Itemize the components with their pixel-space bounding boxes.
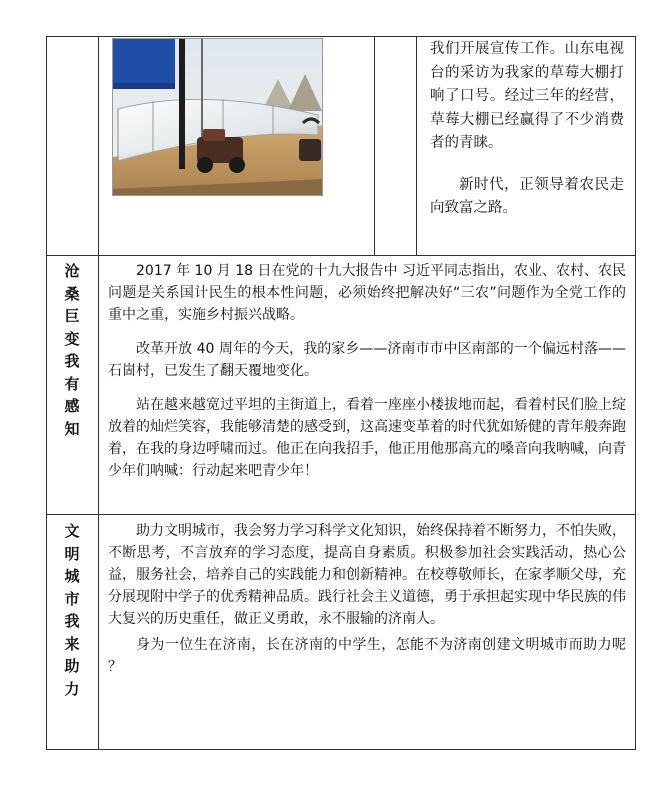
top-row-text — [430, 38, 624, 221]
changes-paragraph-1: 2017 年 10 月 18 日在党的十九大报告中 习近平同志指出，农业、农村、农民问题是关系国计民生的根本性问题，必须始终把解决好“三农”问题作为全党工作的重中之重，实施乡村振兴战略。 — [108, 263, 626, 323]
section-changes-text — [108, 260, 626, 482]
row-divider-2 — [46, 514, 636, 515]
label-char: 知 — [64, 419, 80, 438]
label-char: 变 — [64, 329, 80, 348]
changes-paragraph-2: 改革开放 40 周年的今天，我的家乡——济南市市中区南部的一个偏远村落——石崮村，已发生了翻天覆地变化。 — [108, 341, 626, 379]
strawberry-greenhouse-photo — [112, 38, 323, 196]
essay-table — [46, 36, 636, 750]
table-border-bottom — [46, 749, 636, 750]
label-char: 市 — [64, 589, 80, 608]
top-row-divider-b — [416, 36, 417, 255]
label-char: 我 — [64, 352, 80, 370]
table-border-right — [635, 36, 636, 750]
table-border-top — [46, 36, 636, 37]
label-char: 来 — [64, 634, 80, 653]
changes-paragraph-3: 站在越来越宽过平坦的主街道上，看着一座座小楼拔地而起，看着村民们脸上绽放着的灿烂笑容，我能够清楚的感受到，这高速变革着的时代犹如矫健的青年般奔跑着，在我的身边呼啸而过。他正在向我招手，他正用他那高亢的嗓音向我呐喊，向青少年们呐喊：行动起来吧青少年！ — [108, 397, 626, 479]
top-row-divider-a — [374, 36, 375, 255]
top-row-paragraph-2: 新时代，正领导着农民走向致富之路。 — [430, 176, 624, 216]
label-char: 沧 — [64, 262, 80, 280]
top-row-paragraph-1: 我们开展宣传工作。山东电视台的采访为我家的草莓大棚打响了口号。经过三年的经营，草莓大棚已经赢得了不少消费者的青睐。 — [430, 41, 624, 151]
label-column-divider — [98, 36, 99, 750]
label-char: 力 — [64, 679, 80, 698]
label-char: 桑 — [64, 284, 80, 303]
label-char: 文 — [64, 522, 80, 540]
section-city-text — [108, 520, 626, 678]
city-paragraph-2: 身为一位生在济南，长在济南的中学生，怎能不为济南创建文明城市而助力呢 ？ — [108, 637, 626, 675]
label-char: 感 — [64, 397, 80, 415]
label-char: 巨 — [64, 307, 80, 325]
section-city-label — [46, 520, 98, 700]
section-changes-label — [46, 260, 98, 440]
row-divider-1 — [46, 255, 636, 256]
label-char: 我 — [64, 612, 80, 630]
city-paragraph-1: 助力文明城市，我会努力学习科学文化知识，始终保持着不断努力，不怕失败，不断思考，不言放弃的学习态度，提高自身素质。积极参加社会实践活动，热心公益，服务社会，培养自己的实践能力和创新精神。在校尊敬师长，在家孝顺父母，充分展现附中学子的优秀精神品质。践行社会主义道德，勇于承担起实现中华民族的伟大复兴的历史重任，做正义勇敢，永不服输的济南人。 — [108, 523, 626, 627]
label-char: 明 — [64, 544, 80, 563]
label-char: 助 — [64, 657, 80, 675]
label-char: 有 — [64, 374, 80, 393]
label-char: 城 — [64, 567, 80, 585]
